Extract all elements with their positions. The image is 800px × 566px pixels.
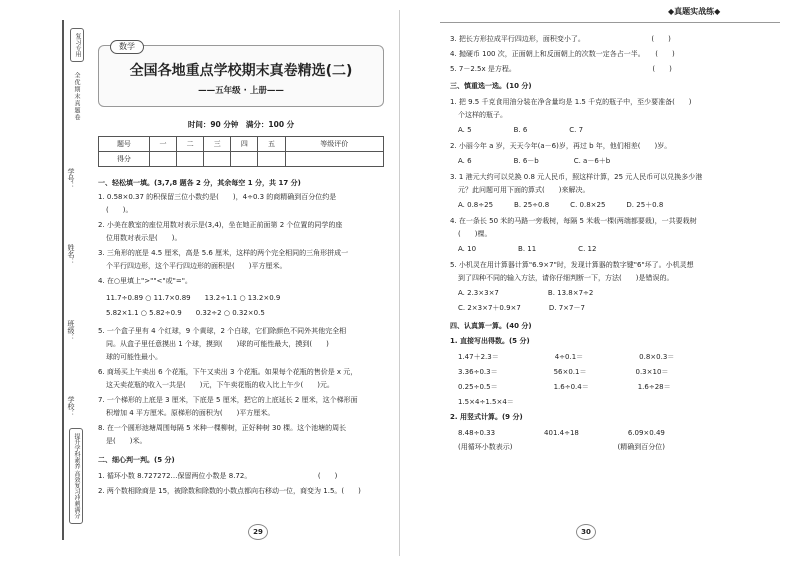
question-line: 这天卖花瓶的收入一共是( )元，下午卖花瓶的收入比上午少( )元。 [106, 381, 334, 389]
question-line: 3. 三角形的底是 4.5 厘米，高是 5.6 厘米，这样的两个完全相同的三角形拼成一 [98, 249, 349, 257]
question-line: ( )。 [106, 206, 133, 214]
question-line: 2. 小美在教室的座位用数对表示是(3,4)，坐在她正前面第 2 个位置的同学的座 [98, 221, 343, 229]
section-heading-choose: 三、慎重选一选。(10 分) [450, 82, 532, 90]
option-line: A. 0.8÷25 B. 25÷0.8 C. 0.8×25 D. 25＋0.8 [458, 201, 664, 209]
practice-banner: ◆真题实战练◆ [668, 7, 721, 16]
score-cell: 四 [231, 137, 258, 152]
question-line: 4. 抛硬币 100 次，正面朝上和反面朝上的次数一定各占一半。 ( ) [450, 50, 675, 58]
option-line: A. 10 B. 11 C. 12 [458, 245, 597, 253]
question-line: 元？此问题可用下面的算式( )来解决。 [458, 186, 590, 194]
page-number: 29 [248, 524, 268, 540]
calc-line: 8.48÷0.33 401.4÷18 6.09×0.49 [458, 429, 665, 437]
score-cell: 题号 [99, 137, 150, 152]
question-line: ( )棵。 [458, 230, 492, 238]
question-line: 位用数对表示是( )。 [106, 234, 182, 242]
side-field-name: 姓名： [67, 244, 75, 265]
side-strip-line [62, 20, 64, 540]
side-field-class: 班级： [67, 320, 75, 341]
question-line: 积增加 4 平方厘米。原梯形的面积为( )平方厘米。 [106, 409, 275, 417]
option-line: A. 2.3×3×7 B. 13.8×7÷2 [458, 289, 594, 297]
option-line: A. 6 B. 6－b C. a－6＋b [458, 157, 611, 165]
side-field-school: 学校： [67, 396, 75, 417]
question-line: 3. 1 港元大约可以兑换 0.8 元人民币，照这样计算，25 元人民币可以兑换多少港 [450, 173, 703, 181]
side-note: 提升学科素养 高效复习冲刺满分 [69, 428, 83, 524]
option-line: C. 2×3×7＋0.9×7 D. 7×7－7 [458, 304, 585, 312]
side-slogan: 全优期末真题卷 [73, 72, 80, 121]
score-cell: 等级评价 [285, 137, 383, 152]
section-heading-fill: 一、轻松填一填。(3,7,8 题各 2 分，其余每空 1 分，共 17 分) [98, 179, 301, 187]
score-cell: 三 [204, 137, 231, 152]
score-cell: 一 [149, 137, 176, 152]
question-line: 1. 循环小数 8.727272…保留两位小数是 8.72。 ( ) [98, 472, 338, 480]
score-input-cell[interactable] [177, 152, 204, 167]
score-input-cell[interactable] [258, 152, 285, 167]
subject-badge: 数学 [110, 40, 144, 54]
side-tag-review: 复习专用 [70, 28, 84, 62]
question-line: 7. 一个梯形的上底是 3 厘米，下底是 5 厘米，把它的上底延长 2 厘米，这个梯形面 [98, 396, 358, 404]
question-line: 到了四种不同的输入方法，请你仔细判断一下，方法( )是错误的。 [458, 274, 674, 282]
score-input-cell[interactable] [285, 152, 383, 167]
question-line: 1. 把 9.5 千克食用油分装在净含量均是 1.5 千克的瓶子中，至少要准备( ) [450, 98, 692, 106]
question-line: 3. 把长方形拉成平行四边形，面积变小了。 ( ) [450, 35, 671, 43]
section-heading-calc: 四、认真算一算。(40 分) [450, 322, 532, 330]
question-line: 个这样的瓶子。 [458, 111, 507, 119]
section-heading-judge: 二、细心判一判。(5 分) [98, 456, 175, 464]
calc-note-line: (用循环小数表示) (精确到百分位) [458, 443, 665, 451]
side-field-student-id: 学号： [67, 168, 75, 189]
banner-rule [440, 22, 780, 23]
question-line: 是( )米。 [106, 437, 147, 445]
calc-line: 0.25÷0.5＝ 1.6÷0.4＝ 1.6÷28＝ [458, 383, 671, 391]
score-cell: 五 [258, 137, 285, 152]
score-input-cell[interactable] [149, 152, 176, 167]
subsection-heading: 2. 用竖式计算。(9 分) [450, 413, 523, 421]
score-table [98, 136, 384, 167]
score-cell: 得分 [99, 152, 150, 167]
question-line: 2. 两个数相除商是 15，被除数和除数的小数点都向右移动一位，商变为 1.5。( ) [98, 487, 361, 495]
question-line: 6. 商场买上午卖出 6 个花瓶，下午又卖出 3 个花瓶。如果每个花瓶的售价是 x 元， [98, 368, 358, 376]
question-line: 2. 小丽今年 a 岁，天天今年(a－6)岁，再过 b 年，他们相差( )岁。 [450, 142, 672, 150]
subsection-heading: 1. 直接写出得数。(5 分) [450, 337, 530, 345]
calc-line: 1.5×4÷1.5×4＝ [458, 398, 514, 406]
time-score-line: 时间：90 分钟 满分：100 分 [187, 120, 295, 129]
compare-line: 5.82×1.1 ○ 5.82÷0.9 0.32÷2 ○ 0.32×0.5 [106, 309, 265, 317]
score-table-score-row [99, 152, 384, 167]
score-input-cell[interactable] [204, 152, 231, 167]
right-page [400, 0, 800, 566]
compare-line: 11.7÷0.89 ○ 11.7×0.89 13.2÷1.1 ○ 13.2×0.9 [106, 294, 281, 302]
question-line: 5. 小机灵在用计算器计算"6.9×7"时，发现计算器的数字键"6"坏了。小机灵想 [450, 261, 694, 269]
question-line: 5. 一个盒子里有 4 个红球，9 个黄球，2 个白球，它们除颜色不同外其他完全相 [98, 327, 347, 335]
page-number: 30 [576, 524, 596, 540]
option-line: A. 5 B. 6 C. 7 [458, 126, 584, 134]
question-line: 同。从盒子里任意摸出 1 个球，摸到( )球的可能性最大，摸到( ) [106, 340, 329, 348]
page-title: 全国各地重点学校期末真卷精选(二) [129, 63, 353, 79]
score-table-header-row [99, 137, 384, 152]
question-line: 个平行四边形，这个平行四边形的面积是( )平方厘米。 [106, 262, 287, 270]
score-input-cell[interactable] [231, 152, 258, 167]
question-line: 1. 0.58×0.37 的积保留三位小数约是( )，4÷0.3 的商精确到百分位约是 [98, 193, 337, 201]
question-line: 4. 在○里填上">""<"或"="。 [98, 277, 192, 285]
question-line: 4. 在一条长 50 米的马路一旁栽树，每隔 5 米栽一棵(两端都要栽)，一共要栽树 [450, 217, 697, 225]
score-cell: 二 [177, 137, 204, 152]
grade-subtitle: ——五年级 · 上册—— [198, 86, 284, 96]
question-line: 球的可能性最小。 [106, 353, 162, 361]
question-line: 8. 在一个圆形池塘周围每隔 5 米种一棵柳树，正好种树 30 棵。这个池塘的周长 [98, 424, 347, 432]
calc-line: 1.47＋2.3＝ 4÷0.1＝ 0.8×0.3＝ [458, 353, 675, 361]
calc-line: 3.36÷0.3＝ 56×0.1＝ 0.3×10＝ [458, 368, 669, 376]
question-line: 5. 7－2.5x 是方程。 ( ) [450, 65, 672, 73]
